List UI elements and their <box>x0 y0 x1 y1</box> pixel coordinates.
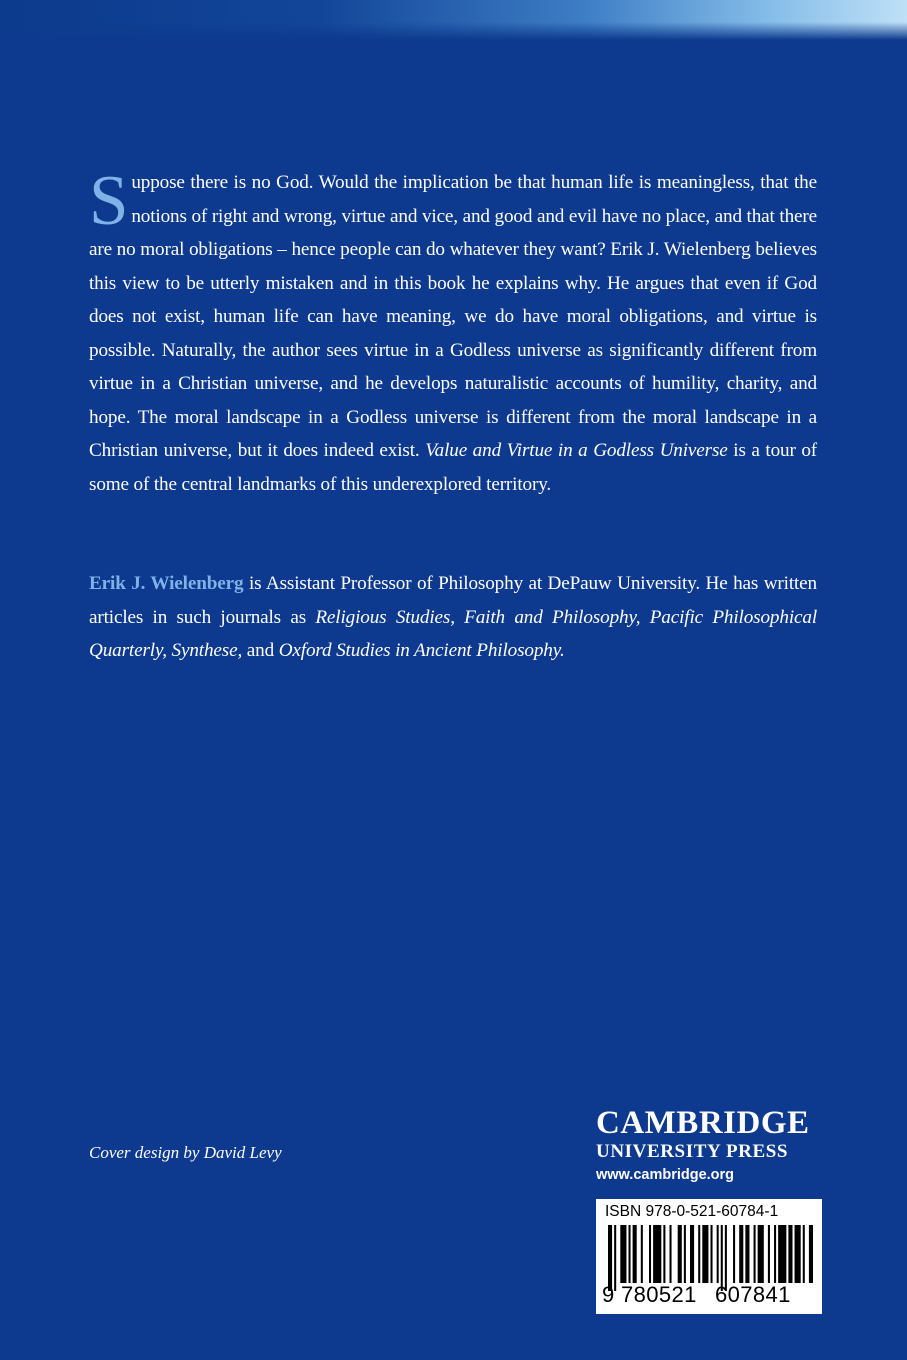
publisher-name: CAMBRIDGE <box>596 1105 810 1141</box>
blurb-text-1: uppose there is no God. Would the implication be that human life is meaningless, that the notions of right and wrong, virtue and vice, and good and evil have no place, and that there are no moral obligations – hence people can do whatever they want? Erik J. Wielenberg believes this view to be utterly mistaken and in this book he explains why. He argues that even if God does not exist, human life can have meaning, we do have moral obligations, and virtue is possible. Naturally, the author sees virtue in a Godless universe as significantly different from virtue in a Christian universe, and he develops naturalistic accounts of humility, charity, and hope. The moral landscape in a Godless universe is different from the moral landscape in a Christian universe, but it does indeed exist. <box>89 172 817 461</box>
barcode-bar <box>739 1225 743 1283</box>
barcode-bar <box>788 1225 792 1283</box>
book-title: Value and Virtue in a Godless Universe <box>425 440 728 461</box>
barcode-bar <box>754 1225 756 1283</box>
barcode-bar <box>774 1225 776 1283</box>
bio-text-2: and <box>242 640 279 661</box>
barcode-bar <box>745 1225 749 1283</box>
publisher-subtitle: UNIVERSITY PRESS <box>596 1141 789 1162</box>
barcode-bar <box>795 1225 801 1283</box>
barcode-bar <box>633 1225 637 1283</box>
barcode-bar <box>717 1225 719 1283</box>
barcode-bar <box>711 1225 713 1283</box>
blurb-paragraph <box>89 162 818 501</box>
barcode-bar <box>629 1225 631 1283</box>
barcode-bar <box>678 1225 682 1283</box>
bio-text-1: is Assistant Professor of Philosophy at DePauw University. He has written articles in such journals as <box>89 573 817 628</box>
author-name: Erik J. Wielenberg <box>89 573 244 594</box>
isbn-label: ISBN 978-0-521-60784-1 <box>605 1203 779 1220</box>
barcode-box <box>596 1199 822 1314</box>
publisher-url: www.cambridge.org <box>596 1167 735 1183</box>
barcode-bar <box>684 1225 686 1283</box>
top-gradient-band <box>0 0 907 40</box>
barcode-bar <box>653 1225 661 1283</box>
barcode-bar <box>663 1225 665 1283</box>
barcode-digit-first: 9 <box>602 1282 615 1307</box>
barcode-bar <box>698 1225 700 1283</box>
barcode-bar <box>702 1225 708 1283</box>
publisher-logo <box>596 1105 826 1186</box>
barcode-bar <box>803 1225 805 1283</box>
barcode-digits-right: 607841 <box>715 1282 791 1307</box>
barcode-bar <box>670 1225 672 1283</box>
journal-list: Religious Studies, Faith and Philosophy, Pacific Philosophical Quarterly, Synthese, <box>89 606 817 661</box>
barcode-bar <box>733 1225 735 1283</box>
blurb-text-2: is a tour of some of the central landmarks of this underexplored territory. <box>89 440 818 495</box>
barcode-bar <box>758 1225 764 1283</box>
journal-last: Oxford Studies in Ancient Philosophy. <box>278 640 565 661</box>
barcode-bar <box>809 1225 813 1283</box>
barcode-digits-left: 780521 <box>621 1282 697 1307</box>
author-bio <box>89 567 817 668</box>
cover-design-credit: Cover design by David Levy <box>89 1143 282 1162</box>
barcode-bar <box>690 1225 694 1283</box>
barcode-bar <box>649 1225 651 1283</box>
barcode-bar <box>768 1225 770 1283</box>
barcode-bar <box>620 1225 626 1283</box>
barcode-bar <box>641 1225 643 1283</box>
drop-cap: S <box>89 162 129 240</box>
barcode-bar <box>778 1225 786 1283</box>
